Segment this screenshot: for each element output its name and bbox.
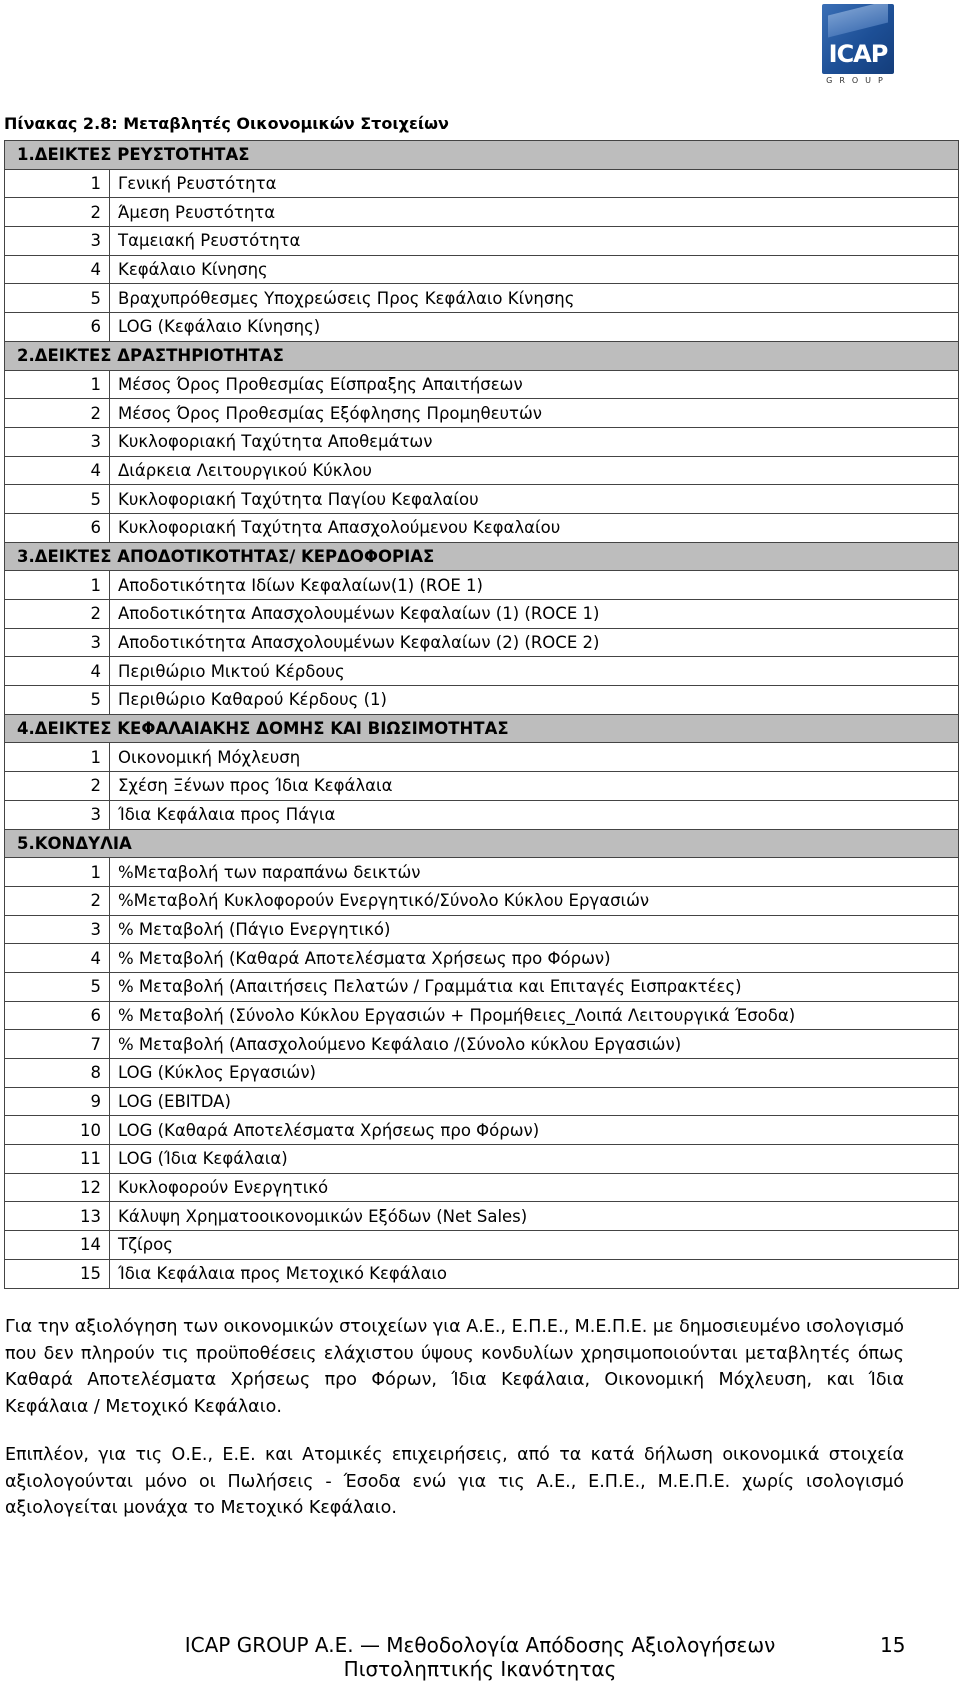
row-number: 9 bbox=[5, 1087, 110, 1116]
row-number: 2 bbox=[5, 886, 110, 915]
table-row bbox=[5, 370, 959, 399]
row-label: Κυκλοφοριακή Ταχύτητα Απασχολούμενου Κεφαλαίου bbox=[110, 513, 959, 542]
logo-subtitle: GROUP bbox=[826, 76, 890, 85]
table-row bbox=[5, 227, 959, 256]
row-label: Μέσος Όρος Προθεσμίας Εξόφλησης Προμηθευτών bbox=[110, 399, 959, 428]
row-label: Αποδοτικότητα Ιδίων Κεφαλαίων(1) (ROE 1) bbox=[110, 571, 959, 600]
table-row bbox=[5, 399, 959, 428]
paragraph-1: Για την αξιολόγηση των οικονομικών στοιχείων για Α.Ε., Ε.Π.Ε., Μ.Ε.Π.Ε. με δημοσιευμένο ισολογισμό που δεν πληρούν τις προϋποθέσεις ελάχιστου ύψους κονδυλίων χρησιμοποιούνται μεταβλητές όπως Καθαρά Αποτελέσματα Χρήσεως προ Φόρων, Ίδια Κεφάλαια, Οικονομική Μόχλευση, και Ίδια Κεφάλαια / Μετοχικό Κεφάλαιο. bbox=[5, 1317, 904, 1417]
table-row bbox=[5, 1030, 959, 1059]
row-label: Άμεση Ρευστότητα bbox=[110, 198, 959, 227]
row-label: Ίδια Κεφάλαια προς Μετοχικό Κεφάλαιο bbox=[110, 1259, 959, 1288]
row-label: Αποδοτικότητα Απασχολουμένων Κεφαλαίων (2) (ROCE 2) bbox=[110, 628, 959, 657]
row-number: 2 bbox=[5, 600, 110, 629]
table-row bbox=[5, 972, 959, 1001]
table-row bbox=[5, 255, 959, 284]
row-label: LOG (Κεφάλαιο Κίνησης) bbox=[110, 313, 959, 342]
footer-line-2: Πιστοληπτικής Ικανότητας bbox=[343, 1657, 617, 1681]
page-footer bbox=[0, 1633, 960, 1681]
row-label: Κεφάλαιο Κίνησης bbox=[110, 255, 959, 284]
table-row bbox=[5, 772, 959, 801]
row-number: 1 bbox=[5, 370, 110, 399]
section-title: 2.ΔΕΙΚΤΕΣ ΔΡΑΣΤΗΡΙΟΤΗΤΑΣ bbox=[5, 341, 959, 370]
row-number: 6 bbox=[5, 313, 110, 342]
row-label: Διάρκεια Λειτουργικού Κύκλου bbox=[110, 456, 959, 485]
table-row bbox=[5, 1231, 959, 1260]
table-row bbox=[5, 1001, 959, 1030]
row-number: 7 bbox=[5, 1030, 110, 1059]
table-row bbox=[5, 313, 959, 342]
section-title: 5.ΚΟΝΔΥΛΙΑ bbox=[5, 829, 959, 858]
table-row bbox=[5, 169, 959, 198]
table-row bbox=[5, 513, 959, 542]
row-label: Κυκλοφοριακή Ταχύτητα Παγίου Κεφαλαίου bbox=[110, 485, 959, 514]
row-label: Περιθώριο Μικτού Κέρδους bbox=[110, 657, 959, 686]
row-number: 2 bbox=[5, 399, 110, 428]
row-label: Τζίρος bbox=[110, 1231, 959, 1260]
row-number: 14 bbox=[5, 1231, 110, 1260]
row-label: % Μεταβολή (Καθαρά Αποτελέσματα Χρήσεως προ Φόρων) bbox=[110, 944, 959, 973]
table-row bbox=[5, 1259, 959, 1288]
section-title: 4.ΔΕΙΚΤΕΣ ΚΕΦΑΛΑΙΑΚΗΣ ΔΟΜΗΣ ΚΑΙ ΒΙΩΣΙΜΟΤΗΤΑΣ bbox=[5, 714, 959, 743]
section-header-row bbox=[5, 542, 959, 571]
row-label: Κάλυψη Χρηματοοικονομικών Εξόδων (Net Sales) bbox=[110, 1202, 959, 1231]
row-number: 1 bbox=[5, 743, 110, 772]
row-label: Μέσος Όρος Προθεσμίας Είσπραξης Απαιτήσεων bbox=[110, 370, 959, 399]
row-label: LOG (Καθαρά Αποτελέσματα Χρήσεως προ Φόρων) bbox=[110, 1116, 959, 1145]
row-label: Οικονομική Μόχλευση bbox=[110, 743, 959, 772]
table-row bbox=[5, 1202, 959, 1231]
row-label: Κυκλοφορούν Ενεργητικό bbox=[110, 1173, 959, 1202]
row-label: %Μεταβολή Κυκλοφορούν Ενεργητικό/Σύνολο Κύκλου Εργασιών bbox=[110, 886, 959, 915]
table-row bbox=[5, 456, 959, 485]
row-number: 5 bbox=[5, 972, 110, 1001]
table-row bbox=[5, 485, 959, 514]
row-number: 1 bbox=[5, 571, 110, 600]
section-header-row bbox=[5, 341, 959, 370]
table-row bbox=[5, 1059, 959, 1088]
table-row bbox=[5, 284, 959, 313]
row-number: 4 bbox=[5, 944, 110, 973]
row-label: Βραχυπρόθεσμες Υποχρεώσεις Προς Κεφάλαιο Κίνησης bbox=[110, 284, 959, 313]
row-number: 2 bbox=[5, 198, 110, 227]
row-number: 4 bbox=[5, 456, 110, 485]
table-row bbox=[5, 1173, 959, 1202]
row-number: 4 bbox=[5, 255, 110, 284]
table-row bbox=[5, 686, 959, 715]
row-number: 3 bbox=[5, 427, 110, 456]
table-row bbox=[5, 800, 959, 829]
row-number: 1 bbox=[5, 858, 110, 887]
logo-word: ICAP bbox=[828, 40, 888, 68]
page-number: 15 bbox=[880, 1633, 906, 1657]
row-number: 5 bbox=[5, 686, 110, 715]
variables-table bbox=[4, 140, 959, 1289]
row-label: Γενική Ρευστότητα bbox=[110, 169, 959, 198]
row-number: 3 bbox=[5, 628, 110, 657]
row-label: LOG (Ίδια Κεφάλαια) bbox=[110, 1145, 959, 1174]
section-title: 1.ΔΕΙΚΤΕΣ ΡΕΥΣΤΟΤΗΤΑΣ bbox=[5, 141, 959, 170]
table-row bbox=[5, 1087, 959, 1116]
footer-line-1: ICAP GROUP A.E. — Μεθοδολογία Απόδοσης Αξιολογήσεων bbox=[184, 1633, 776, 1657]
row-label: Ταμειακή Ρευστότητα bbox=[110, 227, 959, 256]
row-number: 2 bbox=[5, 772, 110, 801]
row-label: Κυκλοφοριακή Ταχύτητα Αποθεμάτων bbox=[110, 427, 959, 456]
section-header-row bbox=[5, 141, 959, 170]
table-row bbox=[5, 915, 959, 944]
section-title: 3.ΔΕΙΚΤΕΣ ΑΠΟΔΟΤΙΚΟΤΗΤΑΣ/ ΚΕΡΔΟΦΟΡΙΑΣ bbox=[5, 542, 959, 571]
row-number: 3 bbox=[5, 800, 110, 829]
row-number: 13 bbox=[5, 1202, 110, 1231]
table-row bbox=[5, 886, 959, 915]
table-row bbox=[5, 1145, 959, 1174]
row-number: 3 bbox=[5, 227, 110, 256]
row-label: Αποδοτικότητα Απασχολουμένων Κεφαλαίων (1) (ROCE 1) bbox=[110, 600, 959, 629]
table-row bbox=[5, 743, 959, 772]
icap-logo bbox=[822, 4, 894, 88]
table-row bbox=[5, 858, 959, 887]
row-number: 8 bbox=[5, 1059, 110, 1088]
row-number: 4 bbox=[5, 657, 110, 686]
icap-logo-mark bbox=[822, 4, 894, 74]
table-row bbox=[5, 657, 959, 686]
table-row bbox=[5, 427, 959, 456]
row-number: 6 bbox=[5, 513, 110, 542]
logo-stripe bbox=[828, 4, 888, 37]
row-number: 5 bbox=[5, 485, 110, 514]
row-label: % Μεταβολή (Σύνολο Κύκλου Εργασιών + Προμήθειες_Λοιπά Λειτουργικά Έσοδα) bbox=[110, 1001, 959, 1030]
row-number: 11 bbox=[5, 1145, 110, 1174]
section-header-row bbox=[5, 829, 959, 858]
row-label: LOG (EBITDA) bbox=[110, 1087, 959, 1116]
row-label: Σχέση Ξένων προς Ίδια Κεφάλαια bbox=[110, 772, 959, 801]
table-row bbox=[5, 1116, 959, 1145]
row-number: 12 bbox=[5, 1173, 110, 1202]
table-caption: Πίνακας 2.8: Μεταβλητές Οικονομικών Στοιχείων bbox=[4, 114, 449, 133]
row-number: 15 bbox=[5, 1259, 110, 1288]
table-row bbox=[5, 944, 959, 973]
variables-table-body bbox=[5, 141, 959, 1289]
row-label: Ίδια Κεφάλαια προς Πάγια bbox=[110, 800, 959, 829]
row-number: 1 bbox=[5, 169, 110, 198]
table-row bbox=[5, 571, 959, 600]
row-label: % Μεταβολή (Απασχολούμενο Κεφάλαιο /(Σύνολο κύκλου Εργασιών) bbox=[110, 1030, 959, 1059]
row-number: 6 bbox=[5, 1001, 110, 1030]
table-row bbox=[5, 628, 959, 657]
row-label: %Μεταβολή των παραπάνω δεικτών bbox=[110, 858, 959, 887]
table-row bbox=[5, 198, 959, 227]
row-label: % Μεταβολή (Απαιτήσεις Πελατών / Γραμμάτια και Επιταγές Εισπρακτέες) bbox=[110, 972, 959, 1001]
row-label: LOG (Κύκλος Εργασιών) bbox=[110, 1059, 959, 1088]
row-number: 5 bbox=[5, 284, 110, 313]
row-number: 3 bbox=[5, 915, 110, 944]
paragraph-2: Επιπλέον, για τις Ο.Ε., Ε.Ε. και Ατομικές επιχειρήσεις, από τα κατά δήλωση οικονομικά στοιχεία αξιολογούνται μόνο οι Πωλήσεις - Έσοδα ενώ για τις Α.Ε., Ε.Π.Ε., Μ.Ε.Π.Ε. χωρίς ισολογισμό αξιολογείται μονάχα το Μετοχικό Κεφάλαιο. bbox=[5, 1445, 904, 1518]
row-label: % Μεταβολή (Πάγιο Ενεργητικό) bbox=[110, 915, 959, 944]
row-number: 10 bbox=[5, 1116, 110, 1145]
table-row bbox=[5, 600, 959, 629]
row-label: Περιθώριο Καθαρού Κέρδους (1) bbox=[110, 686, 959, 715]
section-header-row bbox=[5, 714, 959, 743]
